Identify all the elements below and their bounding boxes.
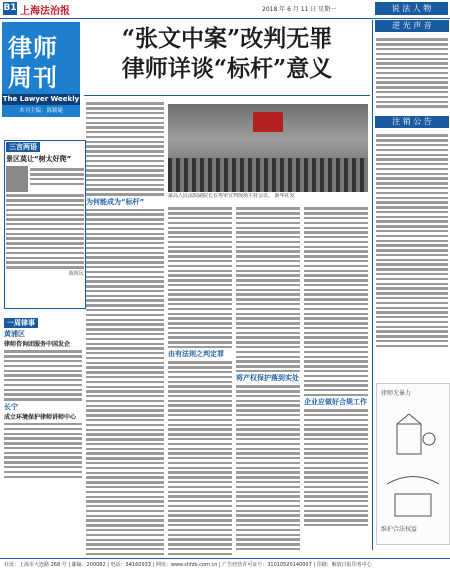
- panel-1-body: [376, 36, 448, 114]
- author-photo: [6, 166, 28, 192]
- brief-subhead-1: 黄浦区: [4, 330, 25, 338]
- cartoon-caption-2: 维护合法权益: [381, 526, 418, 533]
- article-column-1: [86, 100, 164, 555]
- article-column-4: [304, 205, 368, 555]
- main-headline: [86, 24, 368, 84]
- masthead-english: The Lawyer Weekly: [2, 95, 80, 103]
- masthead-title-1: 律师: [8, 33, 58, 62]
- masthead-editor: 本刊主编：陈颖婕: [18, 108, 63, 114]
- opinion-box: [4, 140, 86, 309]
- page-header: [0, 0, 450, 19]
- issue-date: 2018 年 6 月 11 日 星期一: [262, 6, 337, 13]
- masthead-title-2: 周刊: [8, 63, 58, 92]
- photo-emblem: [253, 112, 283, 132]
- article-subhead-1: 为何能成为“标杆”: [86, 197, 145, 206]
- brief-item-2-title: 成立环境保护律师讲师中心: [4, 413, 77, 421]
- brief-item-1-title: 律师咨询团服务中国发企: [4, 341, 71, 348]
- photo-caption: 最高人民法院副院长在再审宣判现场主持会议。 新华社发: [168, 193, 295, 199]
- cartoon-drawing: [377, 384, 449, 544]
- photo-audience: [168, 158, 368, 192]
- panel-title-2: 注 销 公 告: [375, 116, 449, 128]
- page-number: B1: [3, 3, 17, 13]
- week-brief: [4, 318, 82, 556]
- article-subhead-3: 将产权保护落到实处: [236, 374, 299, 383]
- opinion-tag: 三言两语: [6, 142, 40, 152]
- article-subhead-4: 企业应做好合规工作: [304, 398, 367, 407]
- paper-name: 上海法治报: [20, 6, 70, 17]
- opinion-title: 景区莫让“树太好爬”: [6, 155, 72, 163]
- cartoon-illustration: [376, 383, 450, 545]
- article-subhead-2: 由有法则之判定罪: [168, 350, 224, 359]
- article-column-2: [168, 205, 232, 555]
- masthead-logo: [2, 22, 80, 117]
- brief-subhead-2: 长宁: [4, 402, 18, 411]
- panel-title-1: 逆 光 声 音: [375, 20, 449, 32]
- panel-2-body: [376, 132, 448, 377]
- headline-rule: [84, 95, 370, 96]
- section-label: 说 法 人 物: [375, 2, 448, 15]
- headline-line-2: 律师详谈“标杆”意义: [121, 55, 333, 82]
- headline-line-1: “张文中案”改判无罪: [121, 25, 333, 52]
- week-brief-tag: 一周律事: [4, 318, 38, 328]
- cartoon-caption-1: 律师无暴力: [381, 390, 412, 397]
- news-photo: [168, 104, 368, 192]
- article-column-3: [236, 205, 300, 555]
- opinion-author: 陈辉民: [68, 270, 84, 277]
- page-footer: 社址：上海市大连路 268 号 | 邮编：200082 | 电话：34160933 | 网址：www.shfzb.com.cn | 广告经营许可证号：31010520140007 | 印刷：解放日报印务中心: [0, 558, 450, 573]
